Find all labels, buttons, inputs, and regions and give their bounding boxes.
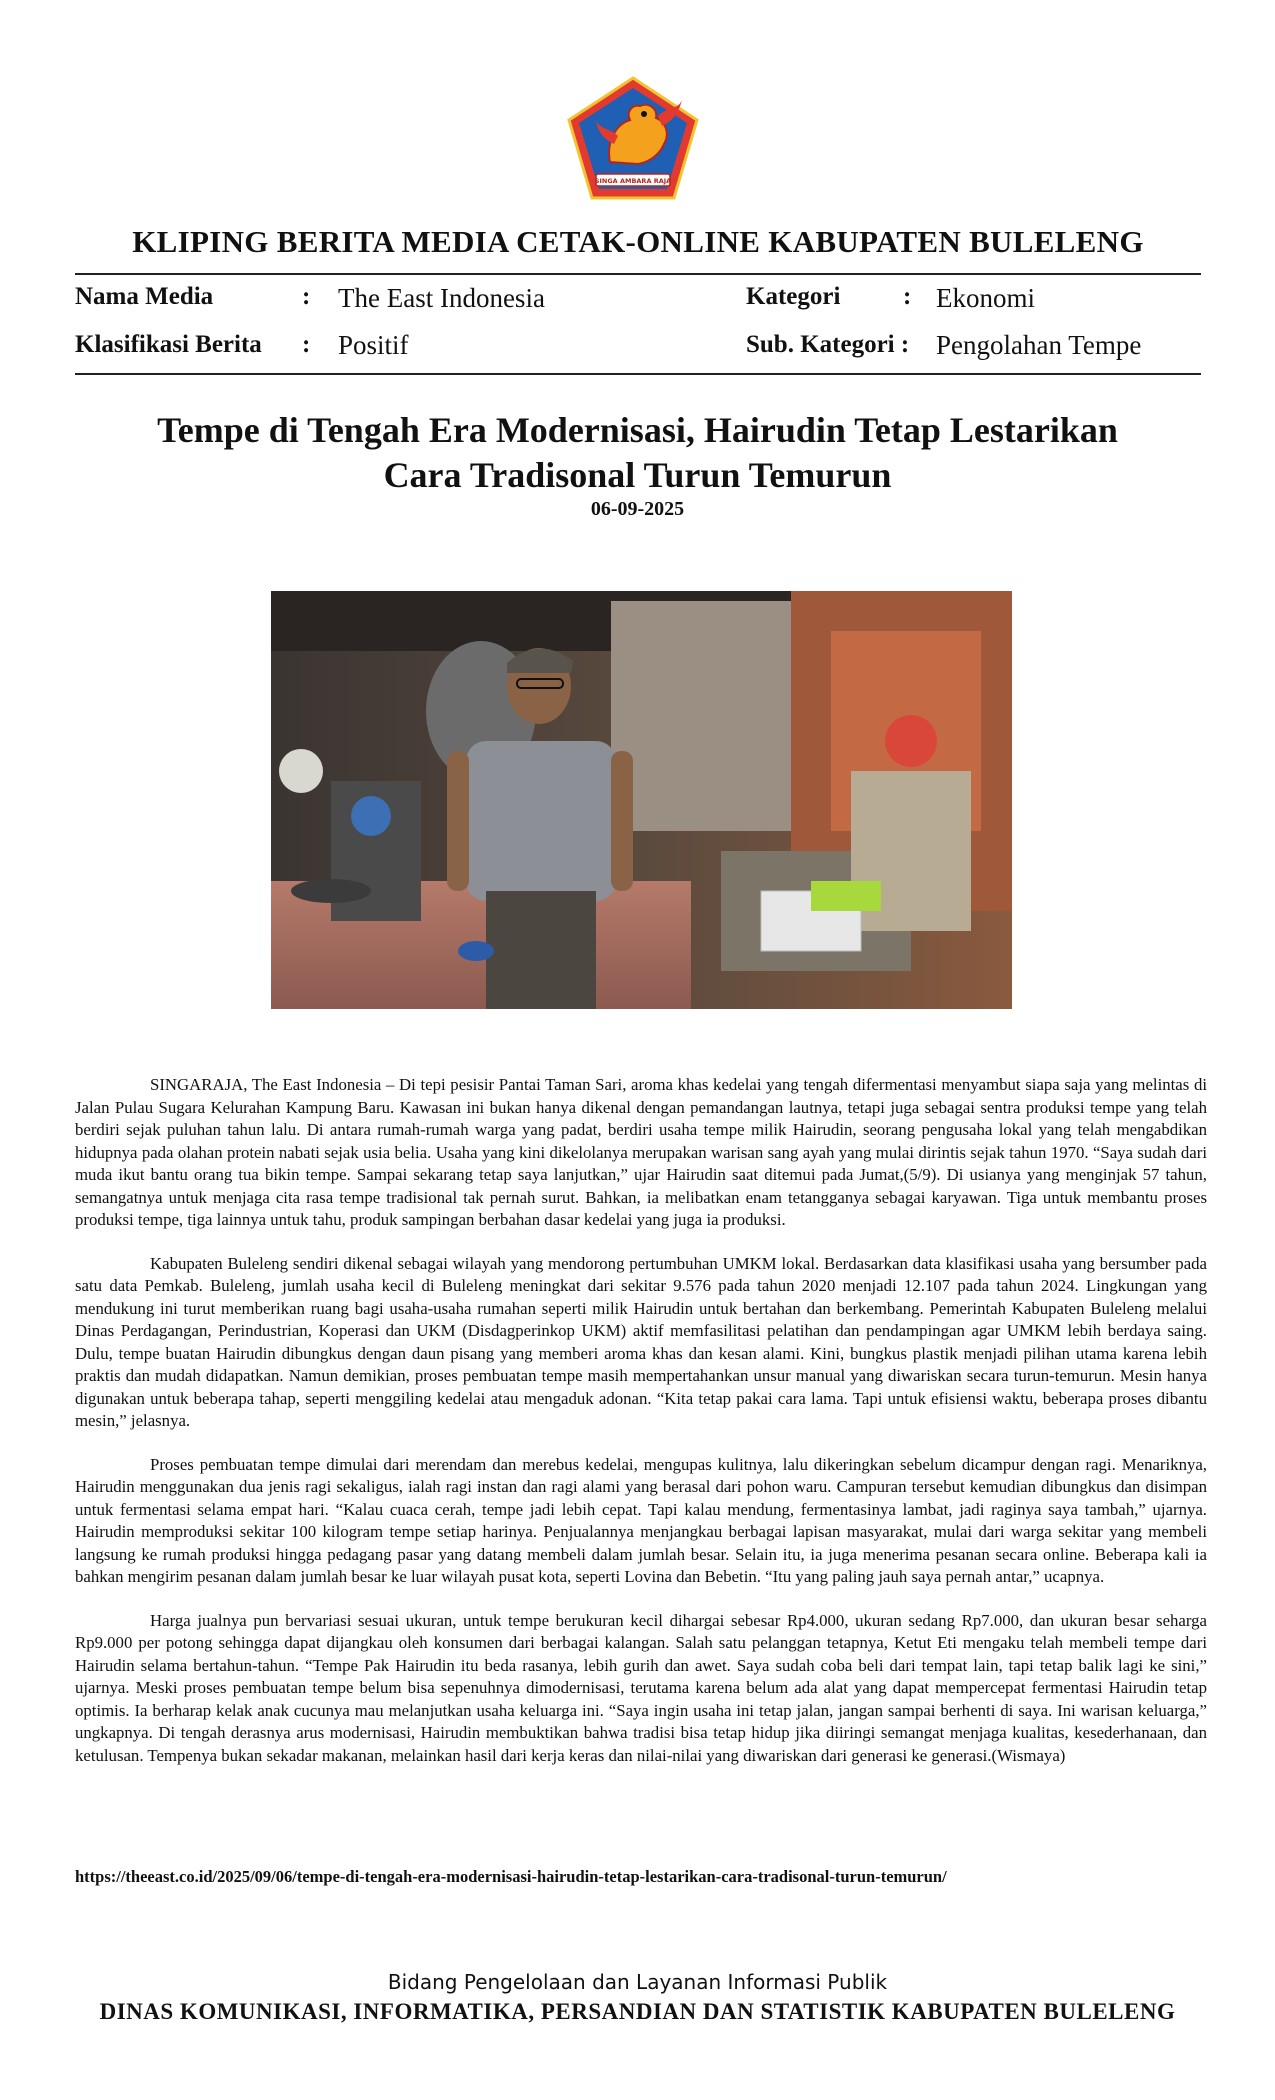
footer-department: Bidang Pengelolaan dan Layanan Informasi Publik (387, 1970, 888, 1994)
headline-line-2: Cara Tradisonal Turun Temurun (383, 455, 892, 495)
kategori-colon: : (903, 283, 912, 310)
kategori-value: Ekonomi (936, 283, 1035, 313)
kabupaten-buleleng-logo (566, 76, 700, 200)
article-paragraph-1: SINGARAJA, The East Indonesia – Di tepi pesisir Pantai Taman Sari, aroma khas kedelai yang tengah difermentasi menyambut siapa saja yang melintas di Jalan Pulau Sugara Kelurahan Kampung Baru. Kawasan ini bukan hanya dikenal dengan pemandangan lautnya, tetapi juga sebagai sentra produksi tempe yang telah berdiri sejak puluhan tahun lalu. Di antara rumah-rumah warga yang padat, berdiri usaha tempe milik Hairudin, seorang pengusaha lokal yang telah mengabdikan hidupnya pada olahan protein nabati sejak usia belia. Usaha yang kini dikelolanya merupakan warisan sang ayah yang mulai dirintis sejak tahun 1970. “Saya sudah dari muda ikut bantu orang tua bikin tempe. Sampai sekarang tetap saya lanjutkan,” ujar Hairudin saat ditemui pada Jumat,(5/9). Di usianya yang menginjak 57 tahun, semangatnya untuk menjaga cita rasa tempe tradisional tak pernah surut. Bahkan, ia melibatkan enam tetangganya sebagai karyawan. Tiga untuk membantu proses produksi tempe, tiga lainnya untuk tahu, produk sampingan berbahan dasar kedelai yang juga ia produksi. (75, 1075, 1207, 1229)
article-date: 06-09-2025 (590, 498, 685, 520)
article-headline (100, 408, 1175, 498)
kategori-label: Kategori (746, 283, 841, 310)
footer-agency: DINAS KOMUNIKASI, INFORMATIKA, PERSANDIAN DAN STATISTIK KABUPATEN BULELENG (99, 1999, 1176, 2024)
article-photo (271, 591, 1012, 1009)
article-paragraph-4: Harga jualnya pun bervariasi sesuai ukuran, untuk tempe berukuran kecil dihargai sebesar Rp4.000, ukuran sedang Rp7.000, dan ukuran besar seharga Rp9.000 per potong sehingga dapat dijangkau oleh konsumen dari berbagai kalangan. Salah satu pelanggan tetapnya, Ketut Eti mengaku telah membeli tempe dari Hairudin selama bertahun-tahun. “Tempe Pak Hairudin itu beda rasanya, lebih gurih dan awet. Saya sudah coba beli dari tempat lain, tapi tetap balik lagi ke sini,” ujarnya. Meski proses pembuatan tempe belum bisa sepenuhnya dimodernisasi, terutama karena belum ada alat yang dapat mempercepat fermentasi Hairudin tetap optimis. Ia berharap kelak anak cucunya mau melanjutkan usaha keluarga ini. “Saya ingin usaha ini tetap jalan, jangan sampai berhenti di saya. Ini warisan keluarga,” ungkapnya. Di tengah derasnya arus modernisasi, Hairudin membuktikan bahwa tradisi bisa tetap hidup jika diiringi semangat menjaga kualitas, kesederhanaan, dan ketulusan. Tempenya bukan sekadar makanan, melainkan hasil dari kerja keras dan nilai-nilai yang diwariskan dari generasi ke generasi.(Wismaya) (75, 1610, 1207, 1765)
document-title: KLIPING BERITA MEDIA CETAK-ONLINE KABUPATEN BULELENG (132, 224, 1144, 259)
headline-line-1: Tempe di Tengah Era Modernisasi, Hairudin Tetap Lestarikan (157, 410, 1118, 450)
klasifikasi-value: Positif (338, 330, 409, 360)
subkategori-label: Sub. Kategori : (746, 331, 910, 358)
media-colon: : (302, 283, 311, 310)
header-bottom-rule (75, 373, 1201, 375)
header-top-rule (75, 273, 1201, 275)
logo-motto: SINGA AMBARA RAJA (594, 177, 672, 185)
media-value: The East Indonesia (338, 283, 545, 313)
klasifikasi-colon: : (302, 331, 311, 358)
subkategori-value: Pengolahan Tempe (936, 330, 1142, 360)
article-body (75, 1074, 1207, 1788)
article-paragraph-2: Kabupaten Buleleng sendiri dikenal sebagai wilayah yang mendorong pertumbuhan UMKM lokal. Berdasarkan data klasifikasi usaha yang bersumber pada satu data Pemkab. Buleleng, jumlah usaha kecil di Buleleng meningkat dari sekitar 9.576 pada tahun 2020 menjadi 12.107 pada tahun 2024. Lingkungan yang mendukung ini turut memberikan ruang bagi usaha-usaha rumahan seperti milik Hairudin untuk bertahan dan berkembang. Pemerintah Kabupaten Buleleng melalui Dinas Perdagangan, Perindustrian, Koperasi dan UKM (Disdagperinkop UKM) aktif memfasilitasi pelatihan dan pendampingan agar UMKM lebih berdaya saing. Dulu, tempe buatan Hairudin dibungkus dengan daun pisang yang memberi aroma khas dan kesan alami. Kini, bungkus plastik menjadi pilihan utama karena lebih praktis dan mudah didapatkan. Namun demikian, proses pembuatan tempe masih mempertahankan unsur manual yang diwariskan secara turun-temurun. Mesin hanya digunakan untuk beberapa tahap, seperti menggiling kedelai atau mengaduk adonan. “Kita tetap pakai cara lama. Tapi untuk efisiensi waktu, beberapa proses dibantu mesin,” jelasnya. (75, 1253, 1207, 1430)
media-label: Nama Media (75, 283, 214, 310)
article-paragraph-3: Proses pembuatan tempe dimulai dari merendam dan merebus kedelai, mengupas kulitnya, lalu dikeringkan sebelum dicampur dengan ragi. Menariknya, Hairudin menggunakan dua jenis ragi sekaligus, ialah ragi instan dan ragi alami yang berasal dari pohon waru. Campuran tersebut kemudian dibungkus dan disimpan untuk fermentasi selama empat hari. “Kalau cuaca cerah, tempe jadi lebih cepat. Tapi kalau mendung, fermentasinya lambat, jadi raginya saya tambah,” ujarnya. Hairudin memproduksi sekitar 100 kilogram tempe setiap harinya. Penjualannya menjangkau berbagai lapisan masyarakat, mulai dari warga sekitar yang membeli langsung ke rumah produksi hingga pedagang pasar yang datang membeli dalam jumlah besar. Selain itu, ia juga menerima pesanan secara online. Beberapa kali ia bahkan mengirim pesanan dalam jumlah besar ke luar wilayah pusat kota, seperti Lovina dan Bebetin. “Itu yang paling jauh saya pernah antar,” ucapnya. (75, 1454, 1207, 1586)
source-url[interactable]: https://theeast.co.id/2025/09/06/tempe-di-tengah-era-modernisasi-hairudin-tetap-lestarikan-cara-tradisonal-turun-temurun/ (75, 1867, 947, 1886)
klasifikasi-label: Klasifikasi Berita (75, 331, 262, 358)
